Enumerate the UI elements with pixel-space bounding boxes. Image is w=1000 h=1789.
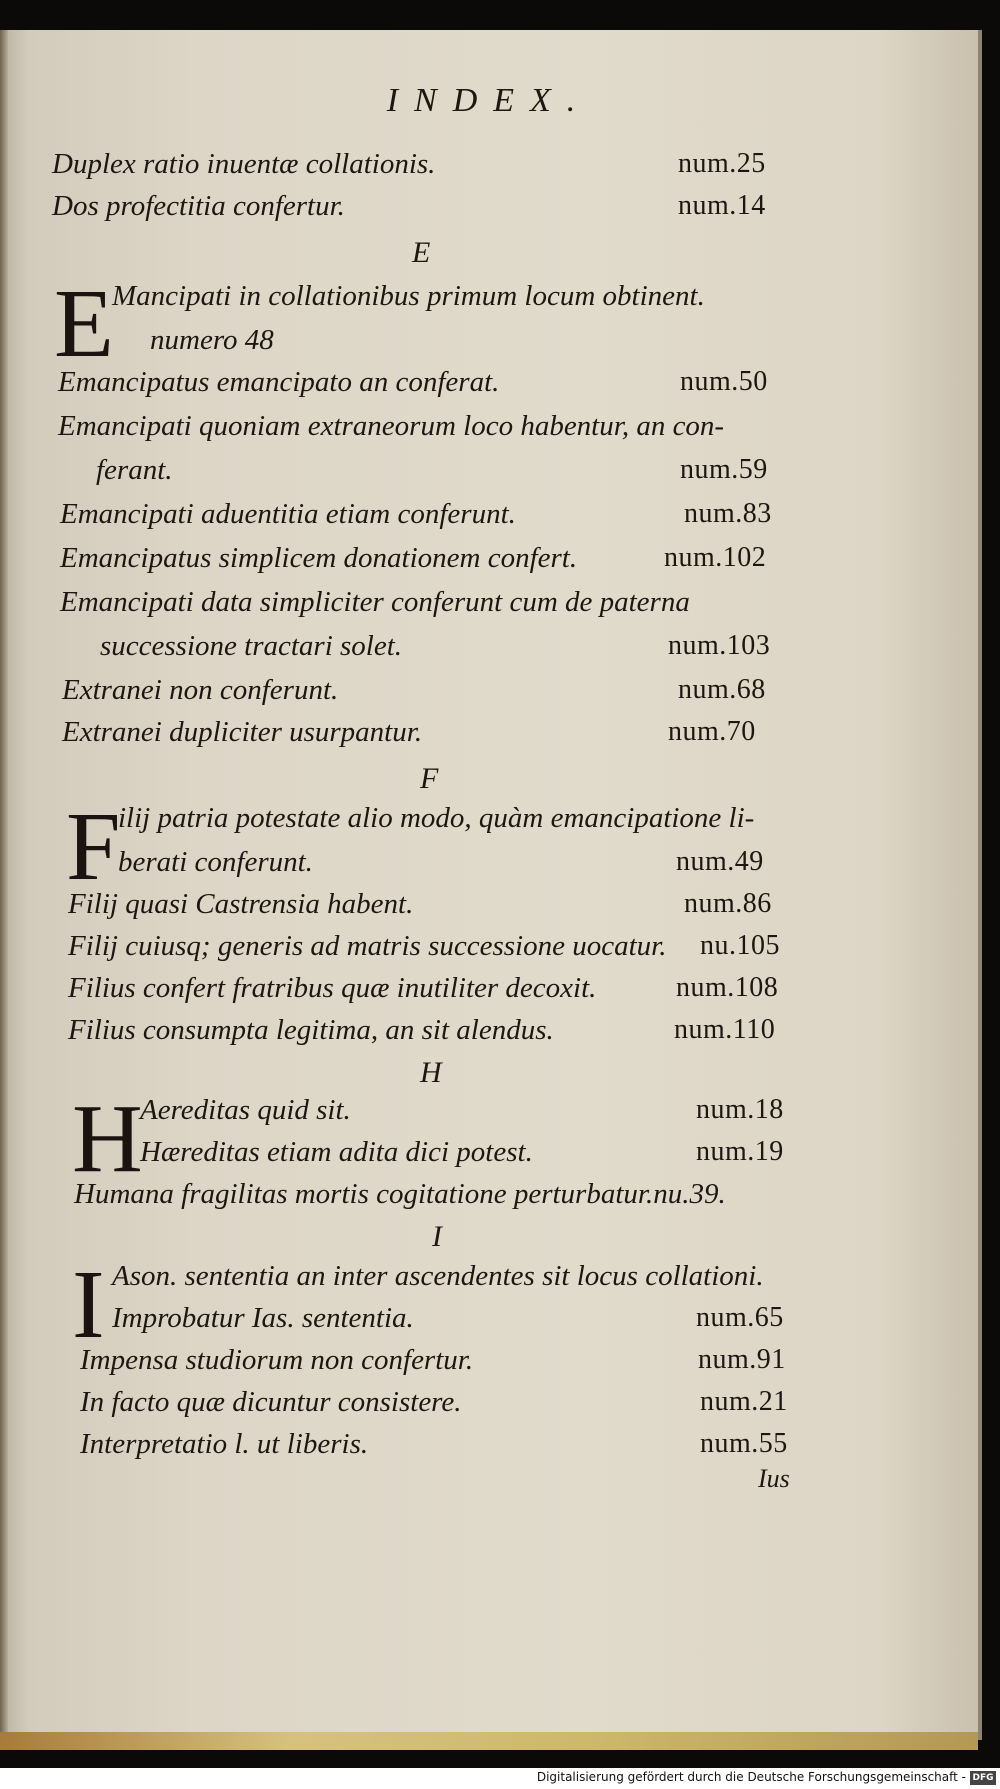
entry-number: num.110 [674, 1014, 776, 1045]
index-entry: Ason. sententia an inter ascendentes sit locus collationi. [112, 1260, 764, 1292]
entry-number: num.49 [676, 846, 764, 877]
index-entry: Extranei non conferunt. [62, 674, 339, 706]
index-entry: Extranei dupliciter usurpantur. [62, 716, 423, 748]
section-letter: E [412, 236, 431, 269]
index-entry: In facto quæ dicuntur consistere. [80, 1386, 462, 1418]
index-entry: Interpretatio l. ut liberis. [80, 1428, 369, 1460]
index-entry: ilij patria potestate alio modo, quàm emancipatione li- [118, 802, 755, 834]
entry-number: num.86 [684, 888, 772, 919]
index-entry-continuation: successione tractari solet. [100, 630, 403, 662]
index-entry: Mancipati in collationibus primum locum obtinent. [112, 280, 705, 312]
entry-number: num.21 [700, 1386, 788, 1417]
index-entry: Emancipatus simplicem donationem confert. [60, 542, 578, 574]
index-entry: Humana fragilitas mortis cogitatione perturbatur.nu.39. [74, 1178, 726, 1210]
entry-number: num.59 [680, 454, 768, 485]
digitization-footer [0, 1768, 1000, 1789]
entry-number: num.18 [696, 1094, 784, 1125]
index-entry: Impensa studiorum non confertur. [80, 1344, 474, 1376]
entry-number: num.14 [678, 190, 766, 221]
index-entry: Duplex ratio inuentæ collationis. [52, 148, 436, 180]
entry-number: num.19 [696, 1136, 784, 1167]
entry-number: num.83 [684, 498, 772, 529]
index-entry: Filius confert fratribus quæ inutiliter decoxit. [68, 972, 597, 1004]
entry-number: num.68 [678, 674, 766, 705]
index-entry: Emancipati quoniam extraneorum loco habentur, an con- [58, 410, 725, 442]
entry-number: num.70 [668, 716, 756, 747]
index-entry: Filij quasi Castrensia habent. [68, 888, 414, 920]
index-entry: Dos profectitia confertur. [52, 190, 345, 222]
section-letter: H [420, 1056, 442, 1089]
section-letter: I [432, 1220, 442, 1253]
drop-cap: F [66, 793, 121, 901]
entry-number: num.103 [668, 630, 771, 661]
entry-number: num.55 [700, 1428, 788, 1459]
entry-number: num.91 [698, 1344, 786, 1375]
entry-number: num.102 [664, 542, 767, 573]
entry-number: num.108 [676, 972, 779, 1003]
index-entry-continuation: berati conferunt. [118, 846, 313, 878]
entry-number: num.25 [678, 148, 766, 179]
index-entry: Filij cuiusq; generis ad matris successione uocatur. [68, 930, 667, 962]
section-letter: F [420, 762, 439, 795]
index-entry: Hæreditas etiam adita dici potest. [140, 1136, 533, 1168]
catchword: Ius [758, 1464, 790, 1493]
page-header: INDEX. [386, 82, 592, 119]
footer-credit: Digitalisierung gefördert durch die Deutsche Forschungsgemeinschaft - [536, 1770, 966, 1784]
index-entry: Emancipati aduentitia etiam conferunt. [60, 498, 516, 530]
index-entry: Aereditas quid sit. [140, 1094, 351, 1126]
page-edge [0, 1732, 978, 1750]
index-entry: Emancipatus emancipato an conferat. [58, 366, 500, 398]
book-page [0, 30, 982, 1740]
entry-number: num.50 [680, 366, 768, 397]
entry-number: num.65 [696, 1302, 784, 1333]
entry-number: nu.105 [700, 930, 780, 961]
index-entry-continuation: numero 48 [150, 324, 274, 356]
drop-cap: H [72, 1085, 143, 1193]
index-entry: Emancipati data simpliciter conferunt cum de paterna [60, 586, 690, 618]
drop-cap: I [72, 1251, 105, 1359]
index-entry: Improbatur Ias. sententia. [112, 1302, 414, 1334]
dfg-logo: DFG [970, 1771, 996, 1785]
index-entry-continuation: ferant. [96, 454, 173, 486]
index-entry: Filius consumpta legitima, an sit alendus. [68, 1014, 554, 1046]
drop-cap: E [54, 270, 114, 378]
